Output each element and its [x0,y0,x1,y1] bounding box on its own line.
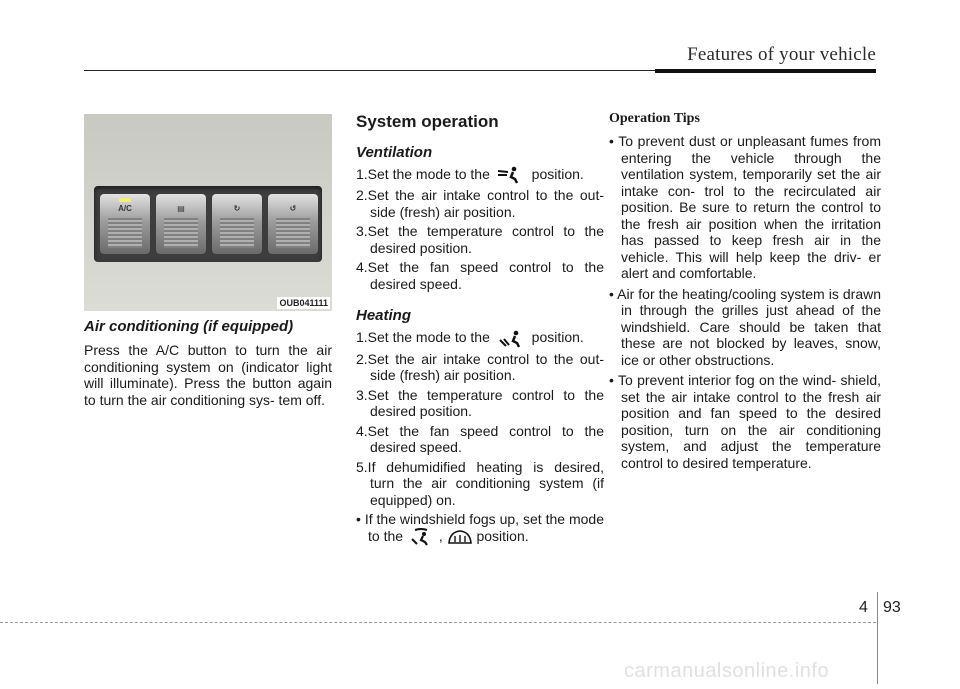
button-grille [164,218,198,248]
car-fresh-icon: ↺ [289,204,297,213]
heating-step-2: 2.Set the air intake control to the out- side (fresh) air position. [356,350,604,384]
ac-heading: Air conditioning (if equipped) [84,318,294,335]
heating-step-3: 3.Set the temperature control to the desired position. [356,386,604,420]
heating-step-1-text-b: position. [531,329,584,346]
heating-step-1 [356,329,604,347]
watermark: carmanualsonline.info [624,660,830,682]
car-recirc-icon: ↻ [233,204,241,213]
recirc-icon: ▤ [177,204,185,213]
button-grille [108,218,142,248]
heating-step-5: 5.If dehumidified heating is desired, turn the air conditioning system (if equipped) on. [356,458,604,508]
button-grille [220,218,254,248]
heating-heading: Heating [356,307,412,325]
ventilation-step-1-text-b: position. [531,166,584,182]
photo-code: OUB041111 [279,298,328,308]
operation-tips-heading: Operation Tips [609,111,700,126]
page-number: 93 [883,599,901,616]
heating-bullet-text-b: , [438,527,443,544]
chapter-number: 4 [859,599,868,616]
ac-indicator-light [119,198,131,202]
fresh-air-button [268,194,318,254]
ventilation-heading: Ventilation [356,144,433,161]
right-column [609,100,881,471]
control-panel [94,186,322,262]
middle-column [356,100,604,546]
ac-button-label: A/C [118,204,132,213]
ventilation-step-3: 3.Set the temperature control to the desired position. [356,223,604,256]
button-grille [276,218,310,248]
footer-rule [0,622,876,623]
floor-defrost-mode-icon [407,528,435,546]
floor-mode-icon [494,330,528,348]
heating-step-1-text-a: 1.Set the mode to the [356,329,490,346]
ac-body: Press the A/C button to turn the air conditioning system on (indicator light will illuminate). Press the button again to turn the air conditioning sys- tem off. [84,342,332,408]
footer-divider [877,592,878,684]
recirc-button [156,194,206,254]
defrost-icon [447,529,473,545]
ventilation-step-2: 2.Set the air intake control to the out- side (fresh) air position. [356,187,604,220]
heating-bullet-text-a: • If the windshield fogs up, set the mode to the [356,511,604,544]
tip-item: • To prevent dust or unpleasant fumes from entering the vehicle through the ventilation system, temporarily set the air intake con- trol to the recirculated air position. Be sure to return the control to the fresh air position when the irritation has passed to keep fresh air in the vehicle. This will help keep the driv- er alert and comfortable. [609,133,881,281]
header-title: Features of your vehicle [687,44,876,65]
ventilation-step-4: 4.Set the fan speed control to the desired speed. [356,259,604,292]
ac-button [100,194,150,254]
heating-bullet [356,511,604,546]
header-rule-accent [655,69,876,73]
heating-bullet-text-c: position. [476,527,529,544]
system-operation-heading: System operation [356,112,499,131]
ventilation-step-1-text-a: 1.Set the mode to the [356,166,490,182]
face-mode-icon [494,166,528,184]
ventilation-step-1 [356,166,604,184]
intake-button [212,194,262,254]
heating-step-4: 4.Set the fan speed control to the desired speed. [356,422,604,456]
ac-button-photo [84,114,332,311]
left-column [84,100,332,408]
tip-item: • Air for the heating/cooling system is drawn in through the grilles just ahead of the windshield. Care should be taken that these are not blocked by leaves, snow, ice or other obstructions. [609,285,881,368]
tip-item: • To prevent interior fog on the wind- shield, set the air intake control to the fresh air position and fan speed to the desired position, turn on the air conditioning system, and adjust the temperature control to desired temperature. [609,372,881,471]
